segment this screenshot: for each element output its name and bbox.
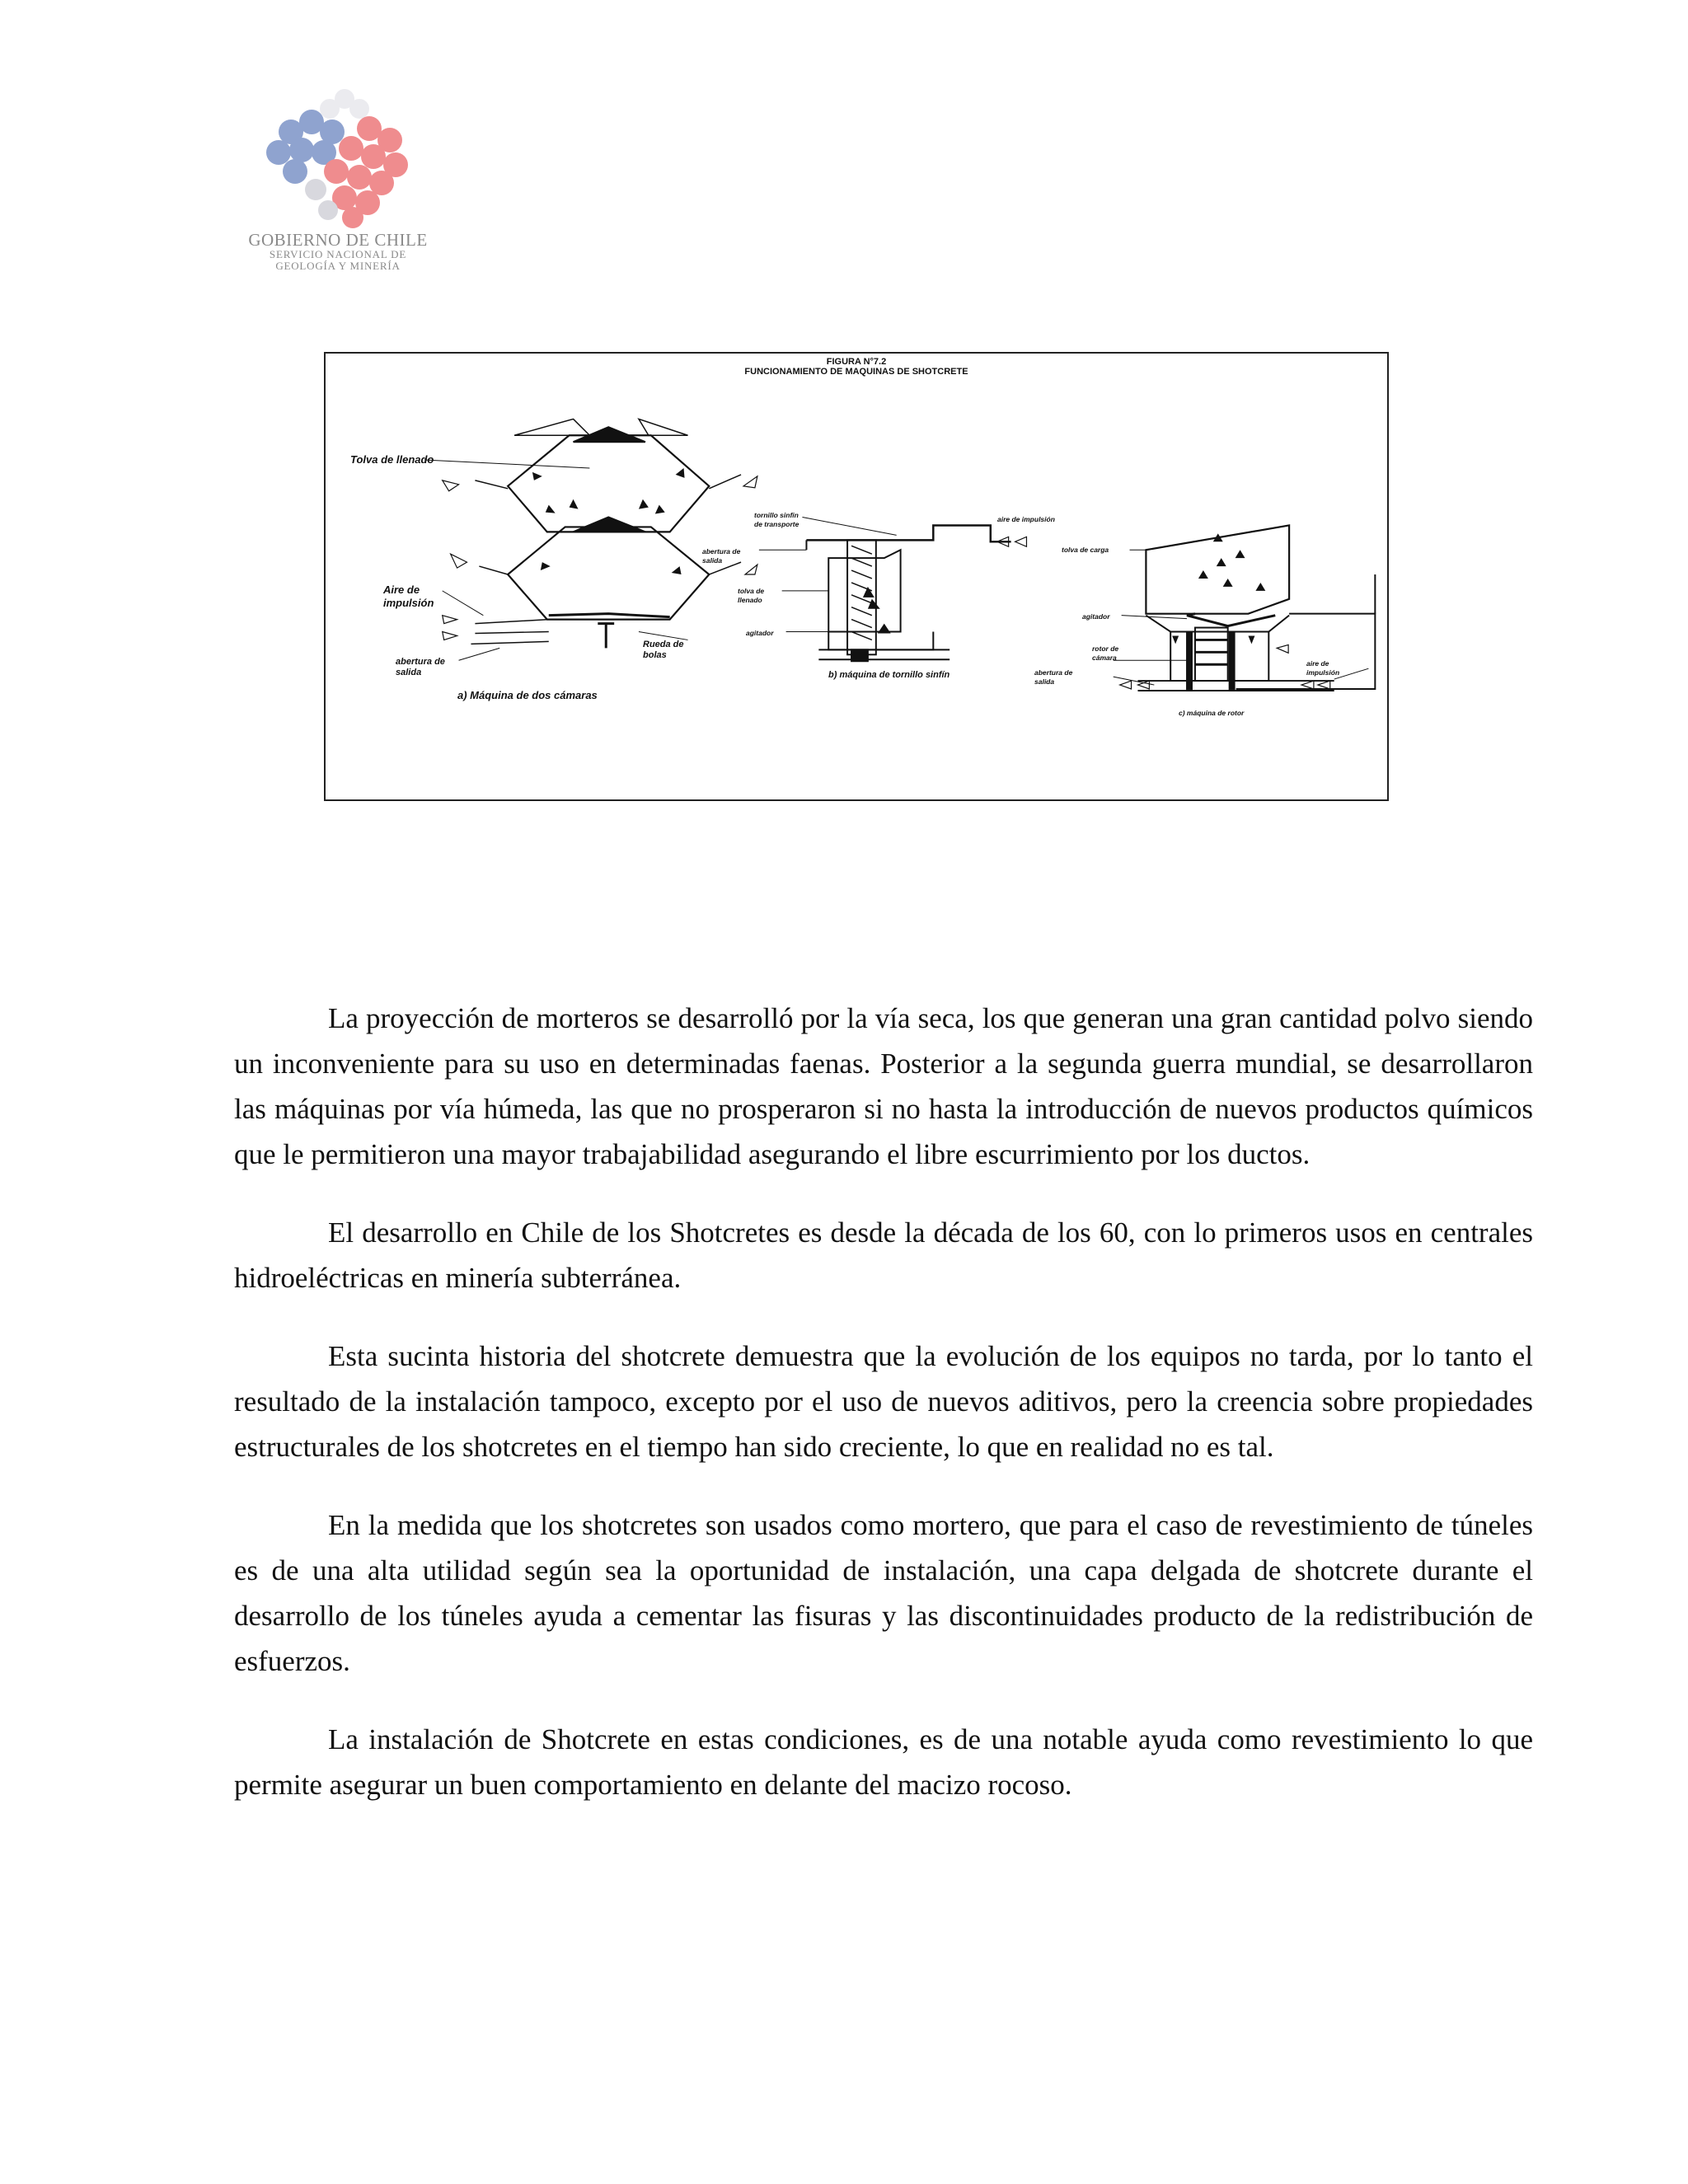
figure-title: FUNCIONAMIENTO DE MAQUINAS DE SHOTCRETE: [744, 367, 968, 377]
label-c-abertura-2: salida: [1034, 677, 1055, 686]
label-c-agitador: agitador: [1082, 612, 1110, 621]
label-b-abertura-2: salida: [702, 556, 723, 565]
label-a-tolva: Tolva de llenado: [350, 453, 434, 466]
logo-line-3: GEOLOGÍA Y MINERÍA: [275, 259, 401, 272]
label-b-tolva-2: llenado: [738, 596, 762, 604]
label-a-rueda-2: bolas: [643, 650, 667, 660]
label-b-tornillo-1: tornillo sinfin: [754, 511, 799, 519]
machines-diagram: [326, 354, 1387, 799]
shotcrete-machines-figure: [324, 352, 1389, 801]
rotor-machine: [1114, 525, 1376, 691]
figure-title-number: FIGURA N°7.2: [826, 357, 887, 367]
paragraph-installation: La instalación de Shotcrete en estas condiciones, es de una notable ayuda como revestimiento lo que permite asegurar un buen comportamiento en delante del macizo rocoso.: [234, 1723, 1533, 1801]
paragraph-chile: El desarrollo en Chile de los Shotcretes es desde la década de los 60, con lo primeros usos en centrales hidroeléctricas en minería subterránea.: [234, 1216, 1533, 1294]
government-logo: [223, 82, 453, 288]
label-a-aire-2: impulsión: [383, 597, 434, 609]
label-a-abertura-1: abertura de: [396, 657, 445, 667]
label-c-aire-1: aire de: [1306, 659, 1329, 668]
label-b-agitador: agitador: [746, 629, 774, 637]
logo-diamond-mark: [254, 82, 419, 231]
label-b-abertura-1: abertura de: [702, 547, 741, 555]
label-a-abertura-2: salida: [396, 668, 422, 677]
caption-c: c) máquina de rotor: [1179, 709, 1245, 717]
logo-line-1: GOBIERNO DE CHILE: [248, 230, 428, 250]
caption-b: b) máquina de tornillo sinfín: [828, 670, 950, 680]
label-c-tolva: tolva de carga: [1062, 546, 1109, 554]
label-b-aire: aire de impulsión: [997, 515, 1055, 523]
paragraph-tunnels: En la medida que los shotcretes son usados como mortero, que para el caso de revestimiento de túneles es de una alta utilidad según sea la oportunidad de instalación, una capa delgada de shotcrete durante el desarrollo de los túneles ayuda a cementar las fisuras y las discontinuidades producto de la redistribución de esfuerzos.: [234, 1509, 1533, 1677]
paragraph-history: La proyección de morteros se desarrolló por la vía seca, los que generan una gran cantidad polvo siendo un inconveniente para su uso en determinadas faenas. Posterior a la segunda guerra mundial, se desarrollaron las máquinas por vía húmeda, las que no prosperaron si no hasta la introducción de nuevos productos químicos que le permitieron una mayor trabajabilidad asegurando el libre escurrimiento por los ductos.: [234, 1002, 1533, 1170]
label-c-aire-2: impulsión: [1306, 668, 1340, 677]
screw-machine: [759, 518, 1027, 662]
two-chamber-machine: [424, 419, 757, 660]
label-b-tornillo-2: de transporte: [754, 520, 799, 528]
logo-line-2: SERVICIO NACIONAL DE: [269, 248, 407, 261]
caption-a: a) Máquina de dos cámaras: [457, 689, 598, 701]
label-c-rotor-2: cámara: [1092, 654, 1117, 662]
body-text: [234, 996, 1533, 1840]
label-c-rotor-1: rotor de: [1092, 644, 1119, 653]
label-b-tolva-1: tolva de: [738, 587, 765, 595]
paragraph-evolution: Esta sucinta historia del shotcrete demuestra que la evolución de los equipos no tarda, por lo tanto el resultado de la instalación tampoco, excepto por el uso de nuevos aditivos, pero la creencia sobre propiedades estructurales de los shotcretes en el tiempo han sido creciente, lo que en realidad no es tal.: [234, 1340, 1533, 1463]
label-a-rueda-1: Rueda de: [643, 640, 684, 649]
label-c-abertura-1: abertura de: [1034, 668, 1073, 677]
label-a-aire-1: Aire de: [383, 583, 420, 596]
